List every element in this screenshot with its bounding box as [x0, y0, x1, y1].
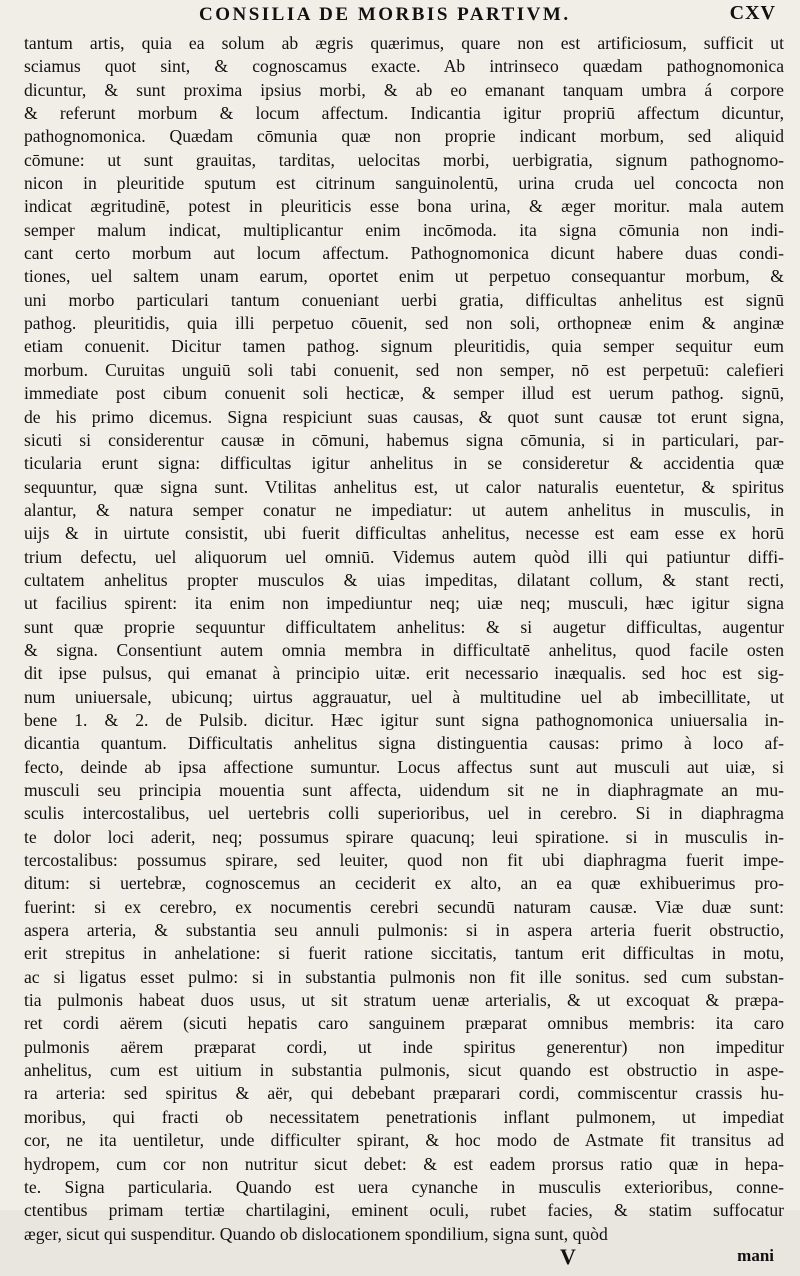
text-line: ditum: si uertebræ, cognoscemus an ceciderit ex alto, an ea quæ exhibuerimus pro-	[24, 873, 784, 894]
text-line: etiam conuenit. Dicitur tamen pathog. signum pleuritidis, quia semper sequitur eum	[24, 336, 784, 357]
text-line: uijs & in uirtute consistit, ubi fuerit difficultas anhelitus, necesse est eam esse ex horū	[24, 523, 784, 544]
text-line: uni morbo particulari tantum conueniant uerbi gratia, difficultas anhelitus est signū	[24, 289, 784, 310]
text-line: morbum. Curuitas unguiū soli tabi conuenit, sed non semper, nō est perpetuū: calefieri	[24, 359, 784, 380]
text-line: alantur, & natura semper conatur ne impediatur: ut autem anhelitus in musculis, in	[24, 499, 784, 520]
text-line: te. Signa particularia. Quando est uera cynanche in musculis exterioribus, conne-	[24, 1176, 784, 1197]
text-line: pathog. pleuritidis, quia illi perpetuo cōuenit, sed non soli, orthopneæ enim & anginæ	[24, 313, 784, 334]
running-title: CONSILIA DE MORBIS PARTIVM.	[199, 4, 571, 25]
catchword: mani	[737, 1245, 774, 1265]
text-line: ac si ligatus esset pulmo: si in substantia pulmonis non fit ille sonitus. sed cum substan-	[24, 966, 784, 987]
text-line: erit strepitus in anhelatione: si fuerit ratione siccitatis, tantum erit difficultas in motu,	[24, 943, 784, 964]
text-line: sculis intercostalibus, uel uertebris colli superioribus, uel in cerebro. Si in diaphragma	[24, 803, 784, 824]
text-line: ticularia erunt signa: difficultas igitur anhelitus in se consideretur & accidentia quæ	[24, 453, 784, 474]
text-line: pulmonis aërem præparat cordi, ut inde spiritus generentur) non impeditur	[24, 1036, 784, 1057]
text-line: fuerint: si ex cerebro, ex nocumentis cerebri secundū naturam causæ. Viæ duæ sunt:	[24, 896, 784, 917]
text-line: cōmune: ut sunt grauitas, tarditas, uelocitas morbi, uerbigratia, signum pathognomo-	[24, 149, 784, 170]
text-line: num uniuersale, ubicunq; uirtus aggrauatur, uel à multitudine uel ab imbecillitate, ut	[24, 686, 784, 707]
text-line: æger, sicut qui suspenditur. Quando ob dislocationem spondilium, signa sunt, quòd	[24, 1223, 608, 1244]
text-line: sicuti si considerentur causæ in cōmuni, habemus signa cōmunia, si in particulari, par-	[24, 429, 784, 450]
text-line: pathognomonica. Quædam cōmunia quæ non proprie indicant morbum, sed aliquid	[24, 126, 784, 147]
text-line: sunt quæ proprie sequuntur difficultatem anhelitus: & si augetur difficultas, augentur	[24, 616, 784, 637]
text-line: tiones, uel saltem unam earum, oportet enim ut perpetuo consequantur morbum, &	[24, 266, 784, 287]
text-line: immediate post cibum conuenit soli hecticæ, & semper illud est uerum pathog. signū,	[24, 383, 784, 404]
text-line: hydropem, cum cor non nutritur sicut debet: & est eadem prorsus ratio quæ in hepa-	[24, 1153, 784, 1174]
running-head	[24, 2, 784, 32]
text-line: fecto, deinde ab ipsa affectione sumuntur. Locus affectus sunt aut musculi aut uiæ, si	[24, 756, 784, 777]
text-line: tia pulmonis habeat duos usus, ut sit stratum uenæ arterialis, & ut excoquat & præpa-	[24, 990, 784, 1011]
text-line: trium defectu, uel aliquorum uel omniū. Videmus autem quòd illi qui patiuntur diffi-	[24, 546, 784, 567]
text-line: ut facilius spirent: ita enim non impediuntur neq; uiæ neq; musculi, hæc igitur signa	[24, 593, 784, 614]
signature-mark: V	[560, 1243, 576, 1269]
text-line: dicantia quantum. Difficultatis anhelitus signa distinguentia causas: primo à loco af-	[24, 733, 784, 754]
text-line: ret cordi aërem (sicuti hepatis caro sanguinem præparat omnibus membris: ita caro	[24, 1013, 784, 1034]
text-line: semper malum indicat, multiplicantur enim incōmoda. ita signa cōmunia non indi-	[24, 219, 784, 240]
text-line: cultatem anhelitus propter musculos & uias impeditas, dilatant collum, & stant recti,	[24, 569, 784, 590]
text-line: sciamus quot sint, & cognoscamus exacte. Ab intrinseco quædam pathognomonica	[24, 56, 784, 77]
folio-number: CXV	[729, 2, 776, 24]
text-line: moribus, qui fracti ob necessitatem penetrationis inflant pulmonem, ut impediat	[24, 1106, 784, 1127]
text-line: aspera arteria, & substantia seu annuli pulmonis: si in aspera arteria fuerit obstructio,	[24, 920, 784, 941]
text-line: tercostalibus: possumus spirare, sed leuiter, quod non fit ubi diaphragma fuerit impe-	[24, 850, 784, 871]
text-line: anhelitus, cum est uitium in substantia pulmonis, sicut quando est obstructio in aspe-	[24, 1060, 784, 1081]
text-line: nicon in pleuritide sputum est citrinum sanguinolentū, urina cruda uel concocta non	[24, 173, 784, 194]
text-line: bene 1. & 2. de Pulsib. dicitur. Hæc igitur sunt signa pathognomonica uniuersalia in-	[24, 709, 784, 730]
text-line: dicuntur, & sunt proxima ipsius morbi, & ab eo emanant tanquam umbra á corpore	[24, 79, 784, 100]
text-line: tantum artis, quia ea solum ab ægris quærimus, quare non est artificiosum, sufficit ut	[24, 33, 784, 53]
text-line: de his primo dicemus. Signa respiciunt suas causas, & quot sunt causæ tot erunt signa,	[24, 406, 784, 427]
text-line: & signa. Consentiunt autem omnia membra in difficultatē anhelitus, quod facile osten	[24, 639, 784, 660]
text-line: cor, ne ita uentiletur, unde difficulter spirant, & hoc modo de Astmate fit transitus ad	[24, 1130, 784, 1151]
text-line: & referunt morbum & locum affectum. Indicantia igitur propriū affectum dicuntur,	[24, 103, 784, 124]
text-line: ra arteria: sed spiritus & aër, qui debebant præparari cordi, commiscentur crassis hu-	[24, 1083, 784, 1104]
text-line: sequuntur, quæ signa sunt. Vtilitas anhelitus est, ut calor naturalis euentetur, & spiritus	[24, 476, 784, 497]
text-line: musculi seu principia mouentia sunt affecta, uidendum sit ne in diaphragmate an mu-	[24, 780, 784, 800]
body-text	[24, 32, 784, 1246]
text-line: ctentibus primam tertiæ chartilagini, eminent oculi, rubet facies, & statim suffocatur	[24, 1200, 784, 1221]
text-line: cant certo morbum aut locum affectum. Pathognomonica dicunt habere duas condi-	[24, 243, 784, 264]
text-line: dit ipse pulsus, qui emanat à principio uitæ. erit necessario inæqualis. sed hoc est sig-	[24, 663, 784, 684]
text-line: te dolor loci aderit, neq; possumus spirare quacunq; leui spiratione. si in musculis in-	[24, 826, 784, 847]
text-line: indicat ægritudinē, potest in pleuriticis esse bona urina, & æger moritur. mala autem	[24, 196, 784, 217]
page-foot	[24, 1243, 784, 1276]
